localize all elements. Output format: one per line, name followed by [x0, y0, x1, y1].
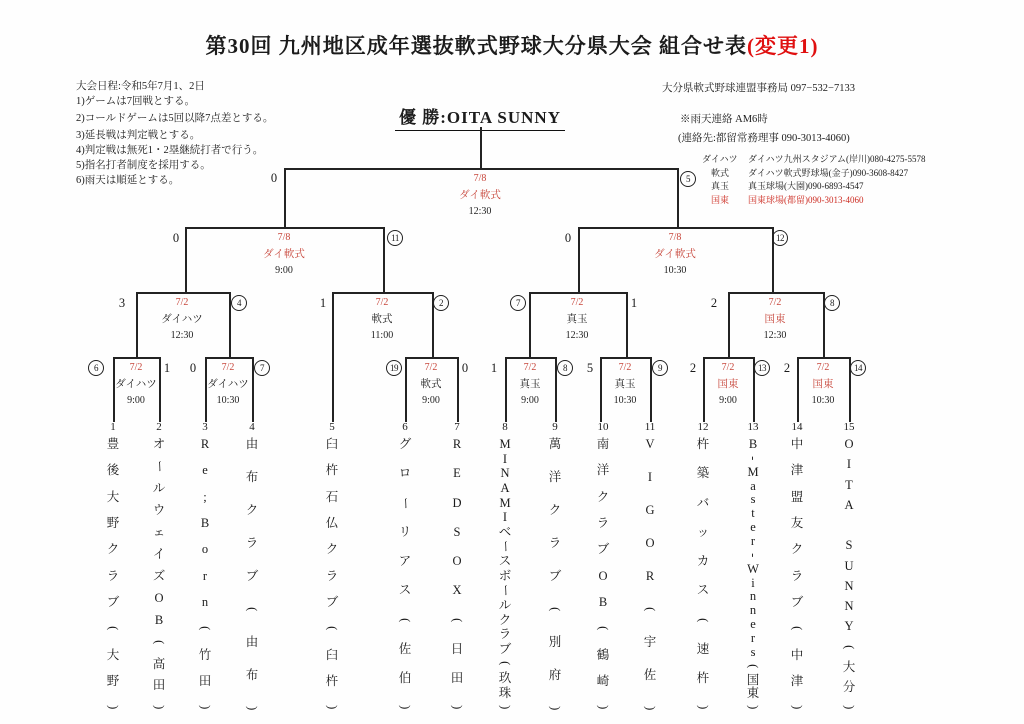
bracket-line	[600, 357, 652, 359]
match-time: 12:30	[763, 330, 787, 341]
team-name: R E D S O X ( 日 田 )	[450, 437, 465, 710]
match-label	[520, 360, 541, 410]
team-name: M I N A M I ベ ー ス ボ ー ル ク ラ ブ ( 玖 珠 )	[498, 437, 513, 710]
match-time: 10:30	[613, 395, 637, 406]
match-score: 2	[689, 361, 697, 375]
match-time: 9:00	[127, 395, 145, 406]
bracket-line	[136, 292, 231, 294]
match-date: 7/2	[523, 362, 537, 373]
team-name: 南 洋 ク ラ ブ O B ( 鶴 崎 )	[596, 437, 611, 710]
team-number: 3	[202, 421, 208, 433]
tournament-title: 第30回 九州地区成年選抜軟式野球大分県大会 組合せ表	[205, 34, 747, 58]
team-number: 5	[329, 421, 335, 433]
match-time: 11:00	[370, 330, 394, 341]
match-label	[371, 295, 393, 345]
match-label	[207, 360, 249, 410]
team-number: 12	[697, 421, 709, 433]
bracket-line	[457, 357, 459, 422]
match-date: 7/2	[570, 297, 584, 308]
match-score: 5	[586, 361, 594, 375]
team-number: 11	[644, 421, 656, 433]
bracket-line	[703, 357, 755, 359]
match-venue: 国東	[764, 313, 786, 325]
rain-contact: (連絡先:都留常務理事 090-3013-4060)	[678, 133, 850, 144]
match-score: 0	[270, 171, 278, 185]
match-time: 10:30	[216, 395, 240, 406]
match-label	[614, 360, 637, 410]
match-date: 7/2	[375, 297, 389, 308]
page-title	[0, 30, 1024, 60]
match-time: 9:00	[719, 395, 737, 406]
match-score-circled: 9	[652, 360, 668, 376]
rule-line: 3)延長戦は判定戦とする。	[76, 130, 201, 142]
match-score: 0	[461, 361, 469, 375]
team-number: 15	[843, 421, 855, 433]
team-name: 杵 築 バ ッ カ ス ( 速 杵 )	[696, 437, 711, 710]
match-label	[654, 230, 696, 280]
match-venue: ダイハツ	[161, 313, 203, 325]
match-time: 9:00	[275, 265, 293, 276]
venue-abbr: 国東	[711, 194, 730, 205]
match-label	[764, 295, 787, 345]
team-name: 臼 杵 石 仏 ク ラ ブ ( 臼 杵 )	[325, 437, 340, 710]
match-venue: 軟式	[420, 378, 442, 390]
team-name: 中 津 盟 友 ク ラ ブ ( 中 津 )	[790, 437, 805, 710]
match-score-circled: 8	[557, 360, 573, 376]
match-score: 2	[710, 296, 718, 310]
bracket-line	[185, 227, 187, 292]
team-number: 6	[402, 421, 408, 433]
venue-detail: 真玉球場(大園)090-6893-4547	[748, 181, 864, 191]
match-venue: 国東	[812, 378, 834, 390]
match-date: 7/2	[618, 362, 632, 373]
match-label	[263, 230, 305, 280]
match-score: 0	[172, 231, 180, 245]
team-name: V I G O R ( 宇 佐 )	[643, 437, 658, 710]
rule-line: 4)判定戦は無死1・2塁継続打者で行う。	[76, 145, 264, 157]
bracket-line	[185, 227, 385, 229]
match-label	[718, 360, 739, 410]
match-date: 7/2	[721, 362, 735, 373]
match-venue: ダイハツ	[207, 378, 249, 390]
bracket-line	[405, 357, 407, 422]
match-date: 7/2	[129, 362, 143, 373]
match-score-circled: 5	[680, 171, 696, 187]
match-score-circled: 14	[850, 360, 866, 376]
bracket-line	[284, 168, 286, 227]
match-score-circled: 13	[754, 360, 770, 376]
venue-abbr: 真玉	[711, 181, 730, 191]
team-name: 由 布 ク ラ ブ ( 由 布 )	[245, 437, 260, 710]
match-venue: ダイ軟式	[263, 248, 305, 260]
match-time: 10:30	[811, 395, 835, 406]
bracket-line	[332, 292, 434, 294]
match-date: 7/8	[473, 173, 487, 184]
venue-abbr: 軟式	[711, 167, 730, 178]
contact-block	[662, 80, 926, 207]
match-label	[566, 295, 589, 345]
match-score-circled: 7	[510, 295, 526, 311]
team-number: 13	[747, 421, 759, 433]
venue-row	[702, 180, 926, 194]
match-date: 7/8	[668, 232, 682, 243]
team-name: 豊 後 大 野 ク ラ ブ ( 大 野 )	[106, 437, 121, 710]
bracket-line	[728, 292, 730, 357]
rule-line: 5)指名打者制度を採用する。	[76, 159, 211, 171]
match-score: 3	[118, 296, 126, 310]
venue-legend	[702, 153, 926, 207]
team-name: O I T A S U N N Y ( 大 分 )	[842, 437, 857, 710]
match-label	[459, 171, 501, 221]
match-venue: 国東	[717, 378, 739, 390]
match-venue: 真玉	[519, 378, 541, 390]
team-number: 8	[502, 421, 508, 433]
match-score-circled: 8	[824, 295, 840, 311]
team-number: 10	[597, 421, 609, 433]
team-name: R e ; B o r n ( 竹 田 )	[198, 437, 213, 710]
champion-label: 優 勝:	[399, 108, 447, 127]
rules-block	[76, 80, 273, 189]
bracket-line	[578, 227, 774, 229]
bracket-line	[703, 357, 705, 422]
match-time: 9:00	[521, 395, 539, 406]
bracket-line	[480, 127, 482, 168]
team-name: グ ロ ー リ ア ス ( 佐 伯 )	[398, 437, 413, 710]
team-number: 9	[552, 421, 558, 433]
bracket-line	[159, 357, 161, 422]
venue-detail: ダイハツ九州スタジアム(岸川)080-4275-5578	[748, 154, 926, 164]
match-date: 7/2	[768, 297, 782, 308]
match-score-circled: 7	[254, 360, 270, 376]
champion-name: OITA SUNNY	[446, 108, 561, 127]
match-venue: ダイハツ	[115, 378, 157, 390]
venue-abbr: ダイハツ	[702, 154, 738, 164]
match-score-circled: 12	[772, 230, 788, 246]
venue-detail: ダイハツ軟式野球場(金子)090-3608-8427	[748, 167, 909, 178]
bracket-line	[284, 168, 679, 170]
bracket-line	[405, 357, 459, 359]
match-score-circled: 6	[88, 360, 104, 376]
match-score: 0	[564, 231, 572, 245]
schedule-line: 大会日程:令和5年7月1、2日	[76, 81, 205, 92]
venue-row	[702, 153, 926, 167]
title-change-note: (変更1)	[747, 34, 819, 58]
match-date: 7/2	[424, 362, 438, 373]
match-score-circled: 2	[433, 295, 449, 311]
rule-line: 1)ゲームは7回戦とする。	[76, 95, 195, 107]
match-date: 7/8	[277, 232, 291, 243]
match-score: 0	[189, 361, 197, 375]
rule-line: 2)コールドゲームは5回以降7点差とする。	[76, 113, 274, 125]
team-number: 4	[249, 421, 255, 433]
bracket-line	[677, 168, 679, 227]
match-venue: 軟式	[371, 313, 393, 325]
match-date: 7/2	[175, 297, 189, 308]
match-venue: ダイ軟式	[459, 189, 501, 201]
bracket-line	[113, 357, 161, 359]
team-number: 2	[156, 421, 162, 433]
bracket-line	[600, 357, 602, 422]
team-name: B - M a s t e r - W i n n e r s ( 国 東 )	[746, 437, 761, 710]
match-score-circled: 4	[231, 295, 247, 311]
match-time: 10:30	[663, 265, 687, 276]
match-venue: 真玉	[566, 313, 588, 325]
bracket-line	[505, 357, 557, 359]
match-score: 1	[163, 361, 171, 375]
match-time: 9:00	[422, 395, 440, 406]
match-score: 1	[630, 296, 638, 310]
rule-line: 6)雨天は順延とする。	[76, 174, 180, 186]
team-name: オ ー ル ウ ェ イ ズ O B ( 高 田 )	[152, 437, 167, 710]
bracket-line	[529, 292, 628, 294]
team-number: 14	[791, 421, 803, 433]
match-venue: 真玉	[614, 378, 636, 390]
bracket-line	[505, 357, 507, 422]
match-score: 1	[490, 361, 498, 375]
bracket-line	[797, 357, 799, 422]
match-label	[161, 295, 203, 345]
bracket-line	[529, 292, 531, 357]
match-label	[421, 360, 442, 410]
team-number: 1	[110, 421, 116, 433]
match-venue: ダイ軟式	[654, 248, 696, 260]
match-score-circled: 11	[387, 230, 403, 246]
venue-detail: 国東球場(都留)090-3013-4060	[748, 194, 864, 205]
match-time: 12:30	[468, 206, 492, 217]
venue-row	[702, 194, 926, 208]
team-name: 萬 洋 ク ラ ブ ( 別 府 )	[548, 437, 563, 710]
team-number: 7	[454, 421, 460, 433]
bracket-line	[332, 292, 334, 422]
venue-row	[702, 167, 926, 181]
bracket-line	[383, 227, 385, 292]
match-score: 2	[783, 361, 791, 375]
match-time: 12:30	[170, 330, 194, 341]
rain-notice: ※雨天連絡 AM6時	[680, 114, 768, 125]
bracket-line	[797, 357, 851, 359]
bracket-line	[626, 292, 628, 357]
match-label	[115, 360, 157, 410]
bracket-line	[136, 292, 138, 357]
match-score-circled: 19	[386, 360, 402, 376]
match-label	[812, 360, 835, 410]
office-contact: 大分県軟式野球連盟事務局 097−532−7133	[662, 83, 855, 94]
bracket-line	[578, 227, 580, 292]
match-date: 7/2	[816, 362, 830, 373]
match-date: 7/2	[221, 362, 235, 373]
bracket-line	[205, 357, 254, 359]
bracket-line	[728, 292, 825, 294]
match-time: 12:30	[565, 330, 589, 341]
match-score: 1	[319, 296, 327, 310]
